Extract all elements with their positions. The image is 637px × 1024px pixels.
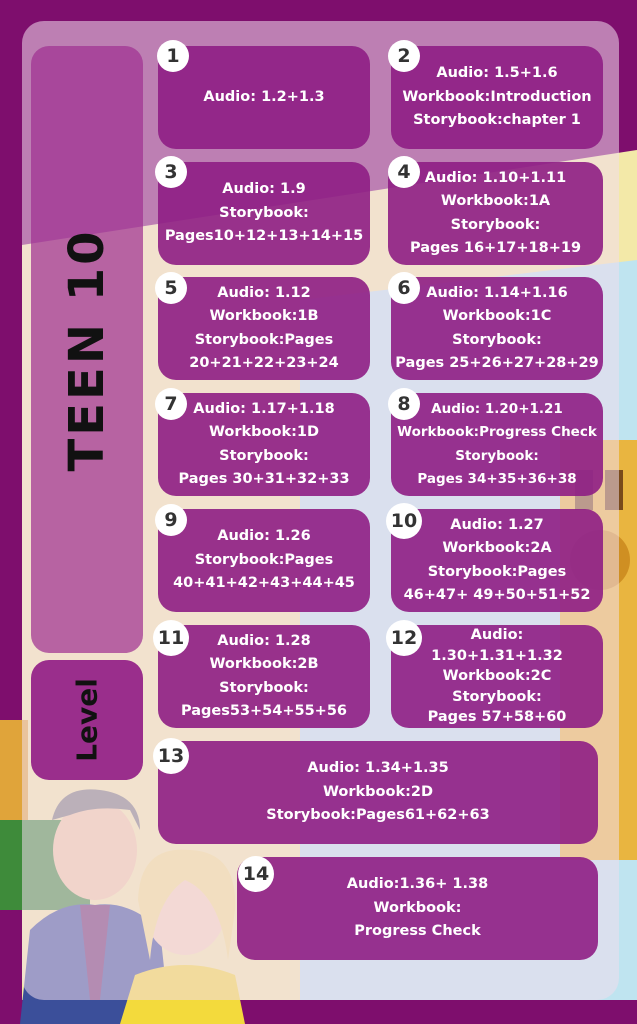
lesson-number-badge: 2 [388, 40, 420, 72]
lesson-line: Storybook: [219, 447, 309, 464]
lesson-number-badge: 8 [388, 388, 420, 420]
lesson-line: Audio: 1.2+1.3 [203, 88, 325, 105]
lesson-card-14[interactable] [237, 857, 598, 960]
lesson-line: Pages 16+17+18+19 [409, 240, 582, 256]
lesson-line: Audio: 1.34+1.35 [307, 760, 449, 777]
lesson-number-badge: 11 [153, 620, 189, 656]
lesson-line: Audio: 1.17+1.18 [193, 400, 335, 417]
lesson-line: Storybook:Pages [194, 551, 334, 568]
lesson-line: Audio: 1.26 [217, 528, 311, 545]
lesson-card-3[interactable] [158, 162, 370, 265]
lesson-line: Audio: 1.9 [222, 181, 306, 198]
lesson-line: 40+41+42+43+44+45 [173, 575, 355, 592]
lesson-card-11[interactable] [158, 625, 370, 728]
lesson-line: 20+21+22+23+24 [189, 355, 339, 371]
lesson-line: Pages10+12+13+14+15 [164, 228, 364, 245]
lesson-line: Workbook:Introduction [402, 88, 592, 105]
lesson-card-8[interactable] [391, 393, 603, 496]
lesson-line: Storybook: [452, 331, 542, 348]
lesson-line: Storybook:chapter 1 [413, 112, 581, 129]
lesson-line: Workbook:2D [322, 783, 434, 800]
lesson-line: Audio: 1.14+1.16 [426, 284, 568, 301]
lesson-line: Storybook: [219, 679, 309, 696]
lesson-number-badge: 10 [386, 503, 422, 539]
lesson-line: Workbook:2B [209, 656, 319, 672]
lesson-line: Progress Check [354, 923, 481, 940]
lesson-number-badge: 13 [153, 738, 189, 774]
lesson-number-badge: 3 [155, 156, 187, 188]
lesson-line: Audio:1.36+ 1.38 [346, 876, 489, 893]
lesson-line: Storybook: [452, 688, 542, 705]
level-title: TEEN 10 [59, 228, 115, 471]
lesson-line: Pages 34+35+36+38 [417, 471, 577, 487]
lesson-number-badge: 6 [388, 272, 420, 304]
lesson-line: Pages53+54+55+56 [180, 703, 348, 719]
lesson-number-badge: 7 [155, 388, 187, 420]
lesson-card-5[interactable] [158, 277, 370, 380]
lesson-line: Storybook: [455, 447, 539, 464]
lesson-line: Storybook:Pages61+62+63 [266, 807, 490, 824]
lesson-line: Audio: [470, 627, 524, 644]
lesson-card-2[interactable] [391, 46, 603, 149]
lesson-card-7[interactable] [158, 393, 370, 496]
lesson-line: Audio: 1.5+1.6 [436, 65, 558, 82]
lesson-line: Workbook:1C [442, 308, 552, 324]
lesson-card-1[interactable] [158, 46, 370, 149]
lesson-number-badge: 9 [155, 504, 187, 536]
lesson-line: Workbook:2A [442, 540, 552, 556]
lesson-line: Storybook: [219, 204, 309, 221]
lesson-number-badge: 5 [155, 272, 187, 304]
lesson-line: Pages 57+58+60 [427, 709, 567, 726]
lesson-line: Audio: 1.12 [217, 284, 311, 301]
lesson-line: Storybook: [450, 216, 541, 233]
level-label: Level [70, 678, 104, 762]
lesson-card-4[interactable] [388, 162, 603, 265]
lesson-line: Workbook:1B [209, 308, 319, 324]
lesson-line: Audio: 1.10+1.11 [424, 169, 567, 186]
lesson-card-6[interactable] [391, 277, 603, 380]
lesson-line: 46+47+ 49+50+51+52 [403, 587, 591, 603]
lesson-line: Workbook:1A [440, 193, 551, 209]
lesson-line: Storybook:Pages [194, 331, 334, 348]
lesson-line: Audio: 1.28 [217, 632, 311, 649]
lesson-card-10[interactable] [391, 509, 603, 612]
lesson-line: Storybook:Pages [427, 563, 567, 580]
lesson-line: Workbook:2C [442, 668, 552, 685]
lesson-card-9[interactable] [158, 509, 370, 612]
lesson-number-badge: 4 [388, 156, 420, 188]
lesson-number-badge: 14 [238, 856, 274, 892]
lesson-line: Audio: 1.20+1.21 [431, 400, 563, 417]
lesson-number-badge: 12 [386, 620, 422, 656]
lesson-line: Workbook:Progress Check [397, 424, 597, 440]
level-title-banner [31, 46, 143, 653]
lesson-line: Pages 25+26+27+28+29 [395, 355, 599, 371]
lesson-line: Workbook:1D [208, 424, 320, 440]
lesson-line: 1.30+1.31+1.32 [431, 647, 563, 664]
lesson-card-13[interactable] [158, 741, 598, 844]
lesson-line: Audio: 1.27 [450, 516, 544, 533]
lesson-line: Pages 30+31+32+33 [178, 471, 350, 487]
lesson-card-12[interactable] [391, 625, 603, 728]
lesson-line: Workbook: [373, 899, 462, 916]
lesson-number-badge: 1 [157, 40, 189, 72]
level-label-banner [31, 660, 143, 780]
